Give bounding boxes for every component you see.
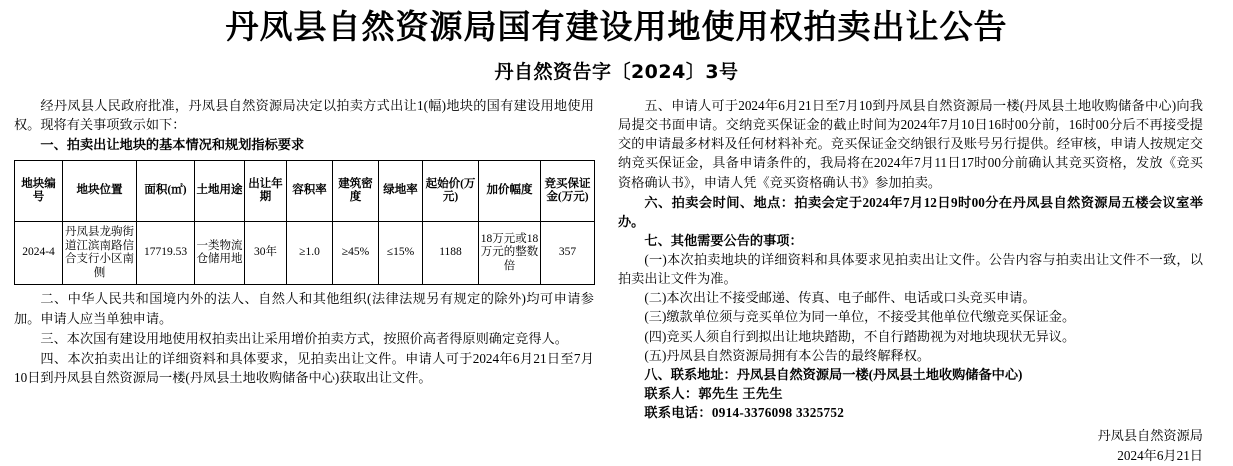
th-parcel-number: 地块编号 (15, 161, 63, 222)
section-three-paragraph: 三、本次国有建设用地使用权拍卖出让采用增价拍卖方式，按照价高者得原则确定竞得人。 (40, 330, 568, 346)
document-number: 丹自然资告字〔2024〕3号 (494, 60, 739, 83)
th-building-density: 建筑密度 (333, 161, 379, 222)
th-bid-increment: 加价幅度 (479, 161, 541, 222)
page-title: 丹凤县自然资源局国有建设用地使用权拍卖出让公告 (225, 7, 1008, 46)
td-land-use: 一类物流仓储用地 (195, 222, 245, 285)
contact-person-value: 郭先生 王先生 (698, 386, 783, 402)
section-seven-heading: 七、其他需要公告的事项： (644, 232, 803, 248)
section-seven-item-4: (四)竞买人须自行到拟出让地块踏勘，不自行踏勘视为对地块现状无异议。 (644, 328, 1076, 344)
two-column-body (14, 96, 1219, 466)
th-start-price: 起始价(万元) (423, 161, 479, 222)
th-land-use: 土地用途 (195, 161, 245, 222)
intro-paragraph: 经丹凤县人民政府批准，丹凤县自然资源局决定以拍卖方式出让1(幅)地块的国有建设用地使用权。现将有关事项致示如下： (14, 97, 594, 133)
contact-phone-value: 0914-3376098 3325752 (711, 405, 845, 421)
th-deposit: 竞买保证金(万元) (541, 161, 595, 222)
td-parcel-number: 2024-4 (15, 222, 63, 285)
section-seven-item-1: (一)本次拍卖地块的详细资料和具体要求见拍卖出让文件。公告内容与拍卖出让文件不一致，以拍卖出让文件为准。 (618, 252, 1203, 287)
contact-person-label: 联系人： (644, 386, 699, 402)
th-parcel-location: 地块位置 (63, 161, 137, 222)
contact-phone-label: 联系电话： (644, 405, 712, 421)
section-five-paragraph: 五、申请人可于2024年6月21日至7月10到丹凤县自然资源局一楼(丹凤县土地收购储备中心)向我局提交书面申请。交纳竞买保证金的截止时间为2024年7月10日16时00分前，16时00分后不再接受提交的申请最多材料及任何材料补充。竞买保证金交纳银行及账号另行提供。经审核，申请人按规定交纳竞买保证金，具备申请条件的，我局将在2024年7月11日17时00分前确认其竞买资格，发放《竞买资格确认书》，申请人凭《竞买资格确认书》参加拍卖。 (618, 97, 1203, 190)
signature-organization: 丹凤县自然资源局 (1097, 428, 1203, 444)
announcement-page (0, 7, 1233, 464)
table-row (15, 222, 595, 285)
section-six-paragraph: 六、拍卖会时间、地点：拍卖会定于2024年7月12日9时00分在丹凤县自然资源局五楼会议室举办。 (618, 194, 1203, 229)
td-parcel-location: 丹凤县龙驹街道江滨南路信合支行小区南侧 (63, 222, 137, 285)
section-one-heading: 一、拍卖出让地块的基本情况和规划指标要求 (40, 137, 305, 153)
section-seven-item-3: (三)缴款单位须与竞买单位为同一单位，不接受其他单位代缴竞买保证金。 (644, 309, 1076, 325)
right-column (618, 96, 1203, 466)
td-deposit: 357 (541, 222, 595, 285)
land-parcel-table (14, 160, 595, 285)
td-plot-ratio: ≥1.0 (287, 222, 333, 285)
contact-phone-line (618, 403, 1203, 422)
section-seven-item-2: (二)本次出让不接受邮递、传真、电子邮件、电话或口头竞买申请。 (644, 290, 1036, 306)
section-seven-item-5: (五)丹凤县自然资源局拥有本公告的最终解释权。 (644, 347, 931, 363)
signature-date: 2024年6月21日 (1117, 448, 1203, 464)
th-plot-ratio: 容积率 (287, 161, 333, 222)
th-green-ratio: 绿地率 (379, 161, 423, 222)
table-header-row (15, 161, 595, 222)
td-building-density: ≥45% (333, 222, 379, 285)
td-area: 17719.53 (137, 222, 195, 285)
td-start-price: 1188 (423, 222, 479, 285)
section-two-paragraph: 二、中华人民共和国境内外的法人、自然人和其他组织(法律法规另有规定的除外)均可申请参加。申请人应当单独申请。 (14, 291, 594, 326)
td-green-ratio: ≤15% (379, 222, 423, 285)
contact-person-line (618, 384, 1203, 403)
th-term: 出让年期 (245, 161, 287, 222)
td-bid-increment: 18万元或18万元的整数倍 (479, 222, 541, 285)
signature-block (618, 426, 1203, 466)
section-four-paragraph: 四、本次拍卖出让的详细资料和具体要求，见拍卖出让文件。申请人可于2024年6月21日至7月10日到丹凤县自然资源局一楼(丹凤县土地收购储备中心)获取出让文件。 (14, 350, 594, 385)
td-term: 30年 (245, 222, 287, 285)
section-eight-paragraph: 八、联系地址：丹凤县自然资源局一楼(丹凤县土地收购储备中心) (644, 366, 1023, 382)
left-column (14, 96, 594, 466)
th-area: 面积(㎡) (137, 161, 195, 222)
